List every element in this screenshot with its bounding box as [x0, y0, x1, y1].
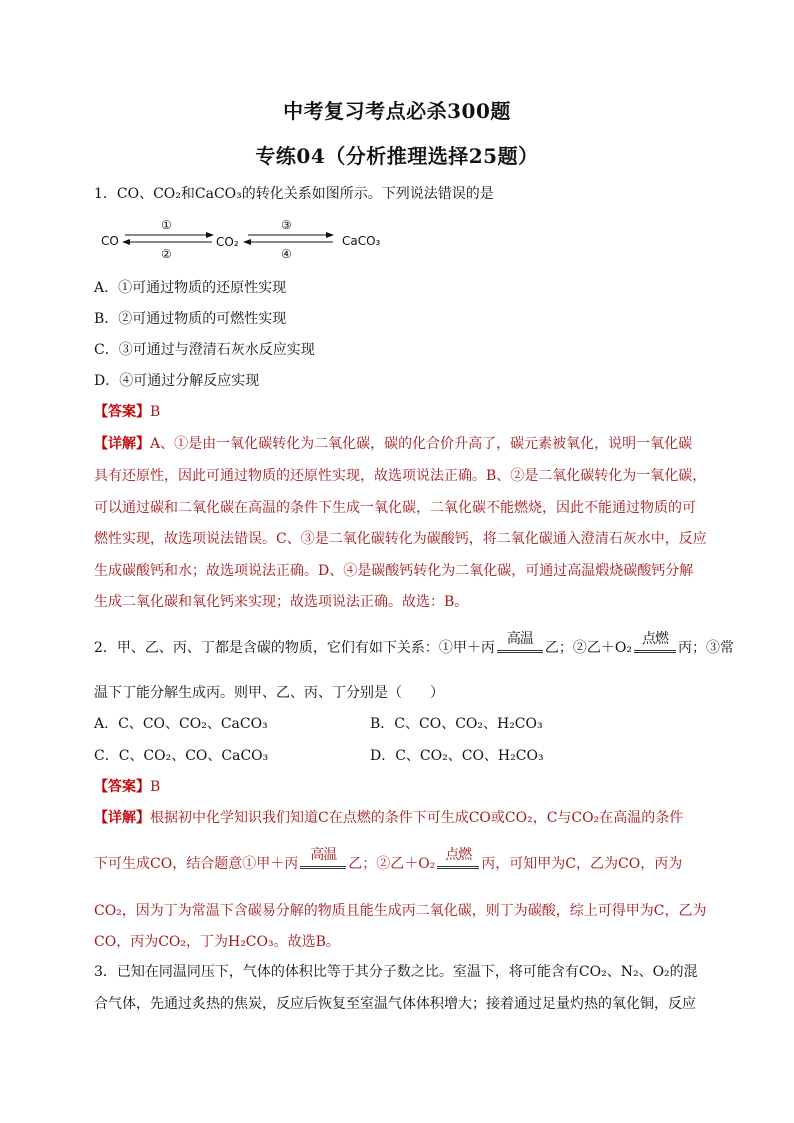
arrow-4-head [243, 239, 251, 245]
q1-answer [94, 402, 160, 422]
label-n1: ① [161, 218, 172, 232]
detail-text: 根据初中化学知识我们知道C在点燃的条件下可生成CO或CO₂，C与CO₂在高温的条件 [150, 810, 684, 826]
condition-ignite [632, 631, 678, 658]
double-line [437, 866, 479, 869]
q2-detail-line-4: CO，丙为CO₂，丁为H₂CO₃。故选B。 [94, 934, 340, 950]
detail-tag: 【详解】 [94, 436, 150, 452]
q2-option-d: D．C、CO₂、CO、H₂CO₃ [370, 748, 544, 764]
condition-high-temp [298, 847, 348, 874]
q3-line-1: 3．已知在同温同压下，气体的体积比等于其分子数之比。室温下，将可能含有CO₂、N₂、O₂的混 [94, 964, 698, 980]
q2-detail-line-2 [94, 847, 683, 874]
arrow-1-head [206, 232, 214, 238]
detail-l2c: 丙，可知甲为C，乙为CO，丙为 [481, 856, 683, 872]
q1-detail-line-6: 生成二氧化碳和氧化钙来实现；故选项说法正确。故选：B。 [94, 594, 469, 610]
arrow-2-head [122, 239, 130, 245]
q1-option-a: A．①可通过物质的还原性实现 [94, 280, 287, 296]
q2-stem-c: 丙；③常 [678, 640, 734, 656]
q2-stem-line-2: 温下丁能分解生成丙。则甲、乙、丙、丁分别是（ ） [94, 685, 444, 701]
double-line [497, 650, 543, 653]
detail-l2b: 乙；②乙＋O₂ [348, 856, 436, 872]
diagram-co2: CO₂ [216, 235, 239, 249]
q2-option-b: B．C、CO、CO₂、H₂CO₃ [370, 716, 543, 732]
detail-text: A、①是由一氧化碳转化为二氧化碳，碳的化合价升高了，碳元素被氧化，说明一氧化碳 [150, 436, 693, 452]
detail-l2a: 下可生成CO，结合题意①甲＋丙 [94, 856, 299, 872]
q1-stem: 1．CO、CO₂和CaCO₃的转化关系如图所示。下列说法错误的是 [94, 186, 494, 202]
answer-value: B [150, 404, 161, 420]
label-n2: ② [161, 247, 172, 261]
label-n3: ③ [281, 218, 292, 232]
q2-option-a: A．C、CO、CO₂、CaCO₃ [94, 716, 268, 732]
condition-ignite-text: 点燃 [642, 631, 668, 647]
answer-tag: 【答案】 [94, 404, 150, 420]
diagram-caco3: CaCO₃ [342, 234, 381, 248]
q1-option-d: D．④可通过分解反应实现 [94, 373, 260, 389]
q3-line-2: 合气体，先通过炙热的焦炭，反应后恢复至室温气体体积增大；接着通过足量灼热的氧化铜，反应 [94, 996, 696, 1012]
page-subtitle: 专练04（分析推理选择25题） [255, 144, 539, 168]
condition-high-temp [495, 631, 545, 658]
q1-option-c: C．③可通过与澄清石灰水反应实现 [94, 342, 315, 358]
q1-detail-line-3: 可以通过碳和二氧化碳在高温的条件下生成一氧化碳，二氧化碳不能燃烧，因此不能通过物质的可 [94, 500, 696, 516]
q2-detail-line-3: CO₂，因为丁为常温下含碳易分解的物质且能生成丙二氧化碳，则丁为碳酸，综上可得甲为C，乙为 [94, 903, 707, 919]
condition-high-temp-text: 高温 [506, 631, 533, 647]
q2-answer [94, 777, 160, 797]
condition-ignite [435, 847, 481, 874]
q1-option-b: B．②可通过物质的可燃性实现 [94, 311, 287, 327]
q2-detail-line-1 [94, 808, 683, 828]
condition-ignite-text: 点燃 [445, 847, 472, 863]
label-n4: ④ [281, 247, 292, 261]
q1-detail-line-2: 具有还原性，因此可通过物质的还原性实现，故选项说法正确。B、②是二氧化碳转化为一氧化碳， [94, 468, 707, 484]
q1-detail-line-1 [94, 434, 692, 454]
q2-stem-a: 2．甲、乙、丙、丁都是含碳的物质，它们有如下关系：①甲＋丙 [94, 640, 495, 656]
q2-option-c: C．C、CO₂、CO、CaCO₃ [94, 748, 269, 764]
page-title: 中考复习考点必杀300题 [283, 99, 511, 123]
condition-high-temp-text: 高温 [310, 847, 337, 863]
double-line [300, 866, 346, 869]
detail-tag: 【详解】 [94, 810, 150, 826]
q2-stem-line-1 [94, 631, 734, 658]
arrow-3-head [326, 232, 334, 238]
answer-value: B [150, 779, 161, 795]
q1-detail-line-4: 燃性实现，故选项说法错误。C、③是二氧化碳转化为碳酸钙，将二氧化碳通入澄清石灰水中，反应 [94, 531, 707, 547]
double-line [634, 650, 676, 653]
answer-tag: 【答案】 [94, 779, 150, 795]
q2-stem-b: 乙；②乙＋O₂ [544, 640, 632, 656]
conversion-diagram [98, 215, 398, 263]
q1-detail-line-5: 生成碳酸钙和水；故选项说法正确。D、④是碳酸钙转化为二氧化碳，可通过高温煅烧碳酸钙分解 [94, 563, 694, 579]
diagram-co: CO [101, 234, 119, 248]
